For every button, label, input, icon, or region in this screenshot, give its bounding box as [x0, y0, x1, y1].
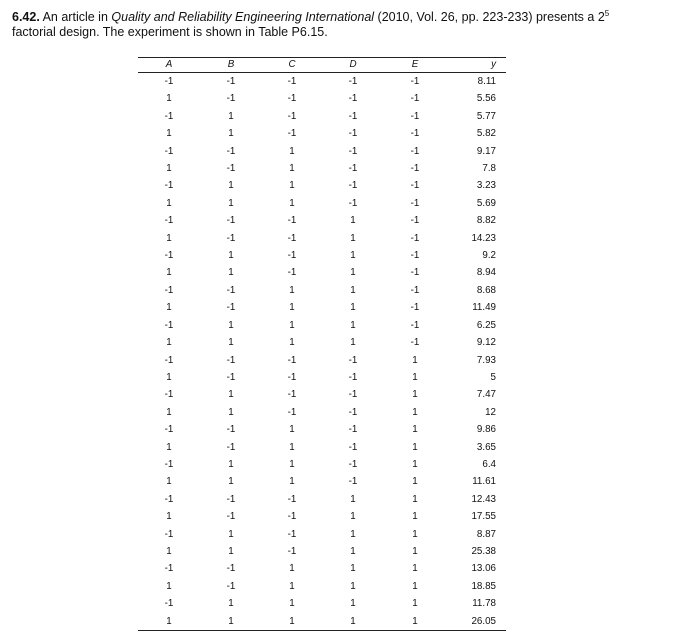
cell-c: 1: [289, 302, 295, 314]
table-row: [138, 247, 506, 264]
cell-c: -1: [287, 493, 297, 505]
table-row: [138, 578, 506, 595]
cell-y: 9.12: [476, 337, 496, 349]
table-row: [138, 560, 506, 577]
cell-d: -1: [348, 128, 358, 140]
cell-d: 1: [350, 580, 356, 592]
table-row: [138, 73, 506, 91]
cell-a: 1: [166, 337, 172, 349]
cell-e: -1: [410, 163, 420, 175]
cell-b: -1: [226, 302, 236, 314]
problem-text-before: An article in: [39, 10, 112, 24]
table-row: [138, 195, 506, 212]
cell-y: 3.65: [476, 441, 496, 453]
cell-a: 1: [166, 232, 172, 244]
table-row: [138, 334, 506, 351]
cell-b: -1: [226, 215, 236, 227]
cell-b: 1: [228, 528, 234, 540]
cell-e: -1: [410, 319, 420, 331]
table-row: [138, 421, 506, 438]
cell-a: 1: [166, 580, 172, 592]
table-row: [138, 404, 506, 421]
cell-e: -1: [410, 302, 420, 314]
cell-c: 1: [289, 441, 295, 453]
cell-d: -1: [348, 406, 358, 418]
cell-d: -1: [348, 371, 358, 383]
cell-d: -1: [348, 145, 358, 157]
problem-statement: [12, 10, 672, 40]
cell-y: 9.2: [482, 250, 496, 262]
cell-a: 1: [166, 163, 172, 175]
cell-d: 1: [350, 267, 356, 279]
cell-y: 17.55: [471, 511, 496, 523]
cell-y: 8.68: [476, 284, 496, 296]
factorial-design-table: [138, 57, 506, 631]
cell-d: 1: [350, 319, 356, 331]
cell-c: 1: [289, 284, 295, 296]
cell-y: 7.93: [476, 354, 496, 366]
cell-c: -1: [287, 511, 297, 523]
cell-d: -1: [348, 354, 358, 366]
cell-y: 8.11: [477, 76, 496, 87]
cell-a: -1: [164, 493, 174, 505]
cell-c: -1: [287, 406, 297, 418]
cell-b: 1: [228, 545, 234, 557]
cell-d: -1: [348, 476, 358, 488]
cell-b: -1: [226, 424, 236, 436]
table-row: [138, 352, 506, 369]
cell-d: -1: [348, 180, 358, 192]
cell-y: 5: [490, 371, 496, 383]
cell-y: 8.82: [476, 215, 496, 227]
cell-y: 12: [485, 406, 496, 418]
cell-a: 1: [138, 613, 200, 631]
cell-e: 1: [412, 511, 418, 523]
cell-c: 1: [289, 197, 295, 209]
cell-b: -1: [226, 493, 236, 505]
cell-c: 1: [289, 580, 295, 592]
cell-e: 1: [412, 424, 418, 436]
cell-y: 5.82: [476, 128, 496, 140]
cell-d: -1: [348, 163, 358, 175]
cell-e: -1: [410, 232, 420, 244]
cell-y: 8.94: [476, 267, 496, 279]
cell-b: 1: [228, 337, 234, 349]
cell-a: 1: [166, 511, 172, 523]
table-row: [138, 317, 506, 334]
cell-b: 1: [228, 267, 234, 279]
header-factor-d: D: [322, 58, 384, 73]
cell-e: 1: [412, 563, 418, 575]
factorial-exponent: 5: [604, 9, 610, 18]
cell-e: -1: [410, 180, 420, 192]
cell-a: 1: [166, 267, 172, 279]
cell-e: -1: [410, 110, 420, 122]
cell-b: 1: [228, 319, 234, 331]
cell-e: -1: [410, 250, 420, 262]
table-header-row: [138, 58, 506, 73]
cell-c: -1: [287, 76, 297, 87]
table-row: [138, 125, 506, 142]
cell-a: -1: [164, 528, 174, 540]
table-row: [138, 491, 506, 508]
table-row: [138, 212, 506, 229]
cell-e: 1: [412, 458, 418, 470]
cell-c: -1: [287, 528, 297, 540]
cell-e: -1: [410, 128, 420, 140]
table-row: [138, 456, 506, 473]
table-row: [138, 299, 506, 316]
cell-y: 5.69: [476, 197, 496, 209]
table-row: [138, 595, 506, 612]
cell-c: -1: [287, 215, 297, 227]
cell-a: -1: [164, 284, 174, 296]
table-row: [138, 526, 506, 543]
table-row: [138, 613, 506, 631]
cell-c: -1: [287, 128, 297, 140]
header-factor-c: C: [262, 58, 322, 73]
cell-y: 12.43: [471, 493, 496, 505]
cell-y: 6.25: [476, 319, 496, 331]
cell-y: 6.4: [482, 458, 496, 470]
cell-c: 1: [289, 458, 295, 470]
cell-a: -1: [164, 319, 174, 331]
cell-y: 8.87: [476, 528, 496, 540]
table-row: [138, 369, 506, 386]
cell-b: 1: [228, 406, 234, 418]
cell-e: -1: [410, 284, 420, 296]
header-factor-a: A: [138, 58, 200, 73]
cell-d: 1: [322, 613, 384, 631]
cell-e: 1: [412, 598, 418, 610]
cell-b: -1: [226, 232, 236, 244]
table-body: [138, 73, 506, 631]
cell-a: -1: [164, 424, 174, 436]
cell-d: -1: [348, 458, 358, 470]
cell-y: 14.23: [471, 232, 496, 244]
header-factor-b: B: [200, 58, 262, 73]
cell-c: -1: [287, 267, 297, 279]
cell-a: 1: [166, 197, 172, 209]
table-row: [138, 177, 506, 194]
cell-e: -1: [410, 76, 420, 87]
cell-y: 5.77: [476, 110, 496, 122]
cell-y: 7.8: [482, 163, 496, 175]
cell-c: 1: [289, 476, 295, 488]
cell-d: 1: [350, 493, 356, 505]
cell-a: -1: [164, 145, 174, 157]
cell-b: 1: [228, 197, 234, 209]
table-row: [138, 282, 506, 299]
cell-e: 1: [412, 371, 418, 383]
cell-c: -1: [287, 545, 297, 557]
cell-a: -1: [164, 110, 174, 122]
problem-text-after: factorial design. The experiment is shown in Table P6.15.: [12, 25, 328, 39]
cell-d: -1: [348, 76, 358, 87]
cell-b: 1: [228, 250, 234, 262]
cell-c: -1: [287, 232, 297, 244]
cell-y: 7.47: [476, 389, 496, 401]
cell-a: -1: [164, 250, 174, 262]
cell-e: 1: [412, 493, 418, 505]
cell-d: 1: [350, 563, 356, 575]
cell-e: 1: [412, 545, 418, 557]
cell-y: 13.06: [471, 563, 496, 575]
cell-a: -1: [164, 354, 174, 366]
cell-b: -1: [226, 371, 236, 383]
cell-c: -1: [287, 250, 297, 262]
cell-d: -1: [348, 389, 358, 401]
cell-a: 1: [166, 93, 172, 105]
table-row: [138, 108, 506, 125]
cell-b: -1: [226, 76, 236, 87]
cell-b: 1: [200, 613, 262, 631]
table-row: [138, 543, 506, 560]
cell-a: 1: [166, 371, 172, 383]
cell-c: -1: [287, 389, 297, 401]
cell-d: -1: [348, 424, 358, 436]
cell-e: 1: [412, 476, 418, 488]
cell-a: -1: [164, 458, 174, 470]
cell-y: 11.78: [472, 598, 496, 610]
cell-c: 1: [289, 563, 295, 575]
cell-d: -1: [348, 93, 358, 105]
cell-a: -1: [164, 76, 174, 87]
cell-c: 1: [289, 319, 295, 331]
cell-a: 1: [166, 545, 172, 557]
table-row: [138, 160, 506, 177]
cell-y: 9.17: [476, 145, 496, 157]
cell-y: 3.23: [476, 180, 496, 192]
cell-e: 1: [412, 389, 418, 401]
cell-b: 1: [228, 476, 234, 488]
cell-d: 1: [350, 337, 356, 349]
cell-b: -1: [226, 580, 236, 592]
cell-c: 1: [262, 613, 322, 631]
cell-e: 1: [412, 406, 418, 418]
cell-d: 1: [350, 511, 356, 523]
cell-e: -1: [410, 215, 420, 227]
cell-b: 1: [228, 458, 234, 470]
cell-b: 1: [228, 110, 234, 122]
cell-a: -1: [164, 215, 174, 227]
table-row: [138, 90, 506, 107]
problem-text-middle: (2010, Vol. 26, pp. 223-233) presents a 2: [374, 10, 605, 24]
cell-a: 1: [166, 128, 172, 140]
header-response-y: y: [446, 58, 506, 73]
cell-b: -1: [226, 511, 236, 523]
cell-c: 1: [289, 163, 295, 175]
cell-c: 1: [289, 145, 295, 157]
cell-e: -1: [410, 145, 420, 157]
cell-d: 1: [350, 284, 356, 296]
cell-a: 1: [166, 441, 172, 453]
cell-a: 1: [166, 302, 172, 314]
cell-b: -1: [226, 563, 236, 575]
table-row: [138, 264, 506, 281]
cell-d: -1: [348, 197, 358, 209]
cell-c: 1: [289, 337, 295, 349]
cell-d: 1: [350, 302, 356, 314]
table-row: [138, 230, 506, 247]
cell-b: -1: [226, 163, 236, 175]
cell-c: -1: [287, 371, 297, 383]
design-table-container: [138, 57, 506, 631]
table-row: [138, 508, 506, 525]
cell-e: 1: [412, 580, 418, 592]
cell-y: 9.86: [476, 424, 496, 436]
cell-b: 1: [228, 180, 234, 192]
cell-b: 1: [228, 128, 234, 140]
cell-d: 1: [350, 545, 356, 557]
cell-e: 1: [412, 354, 418, 366]
cell-y: 11.61: [472, 476, 496, 488]
cell-b: -1: [226, 354, 236, 366]
cell-y: 26.05: [446, 613, 506, 631]
cell-e: -1: [410, 197, 420, 209]
cell-d: 1: [350, 598, 356, 610]
cell-a: -1: [164, 389, 174, 401]
table-row: [138, 143, 506, 160]
cell-a: -1: [164, 180, 174, 192]
cell-y: 25.38: [471, 545, 496, 557]
cell-e: 1: [412, 441, 418, 453]
cell-d: -1: [348, 441, 358, 453]
table-row: [138, 386, 506, 403]
cell-c: -1: [287, 93, 297, 105]
cell-a: -1: [164, 598, 174, 610]
cell-d: 1: [350, 250, 356, 262]
cell-c: -1: [287, 354, 297, 366]
cell-c: -1: [287, 110, 297, 122]
cell-e: 1: [384, 613, 446, 631]
table-row: [138, 439, 506, 456]
cell-c: 1: [289, 424, 295, 436]
cell-y: 18.85: [471, 580, 496, 592]
cell-c: 1: [289, 180, 295, 192]
cell-y: 11.49: [472, 302, 496, 314]
cell-d: 1: [350, 528, 356, 540]
cell-e: -1: [410, 93, 420, 105]
cell-d: 1: [350, 232, 356, 244]
cell-e: 1: [412, 528, 418, 540]
cell-d: 1: [350, 215, 356, 227]
cell-a: 1: [166, 476, 172, 488]
cell-e: -1: [410, 337, 420, 349]
cell-b: -1: [226, 441, 236, 453]
cell-c: 1: [289, 598, 295, 610]
cell-b: 1: [228, 598, 234, 610]
cell-d: -1: [348, 110, 358, 122]
header-factor-e: E: [384, 58, 446, 73]
cell-a: -1: [164, 563, 174, 575]
cell-b: -1: [226, 93, 236, 105]
cell-b: 1: [228, 389, 234, 401]
cell-e: -1: [410, 267, 420, 279]
problem-number: 6.42.: [12, 10, 40, 24]
table-row: [138, 473, 506, 490]
cell-b: -1: [226, 145, 236, 157]
cell-a: 1: [166, 406, 172, 418]
cell-b: -1: [226, 284, 236, 296]
journal-title: Quality and Reliability Engineering International: [111, 10, 375, 24]
cell-y: 5.56: [476, 93, 496, 105]
